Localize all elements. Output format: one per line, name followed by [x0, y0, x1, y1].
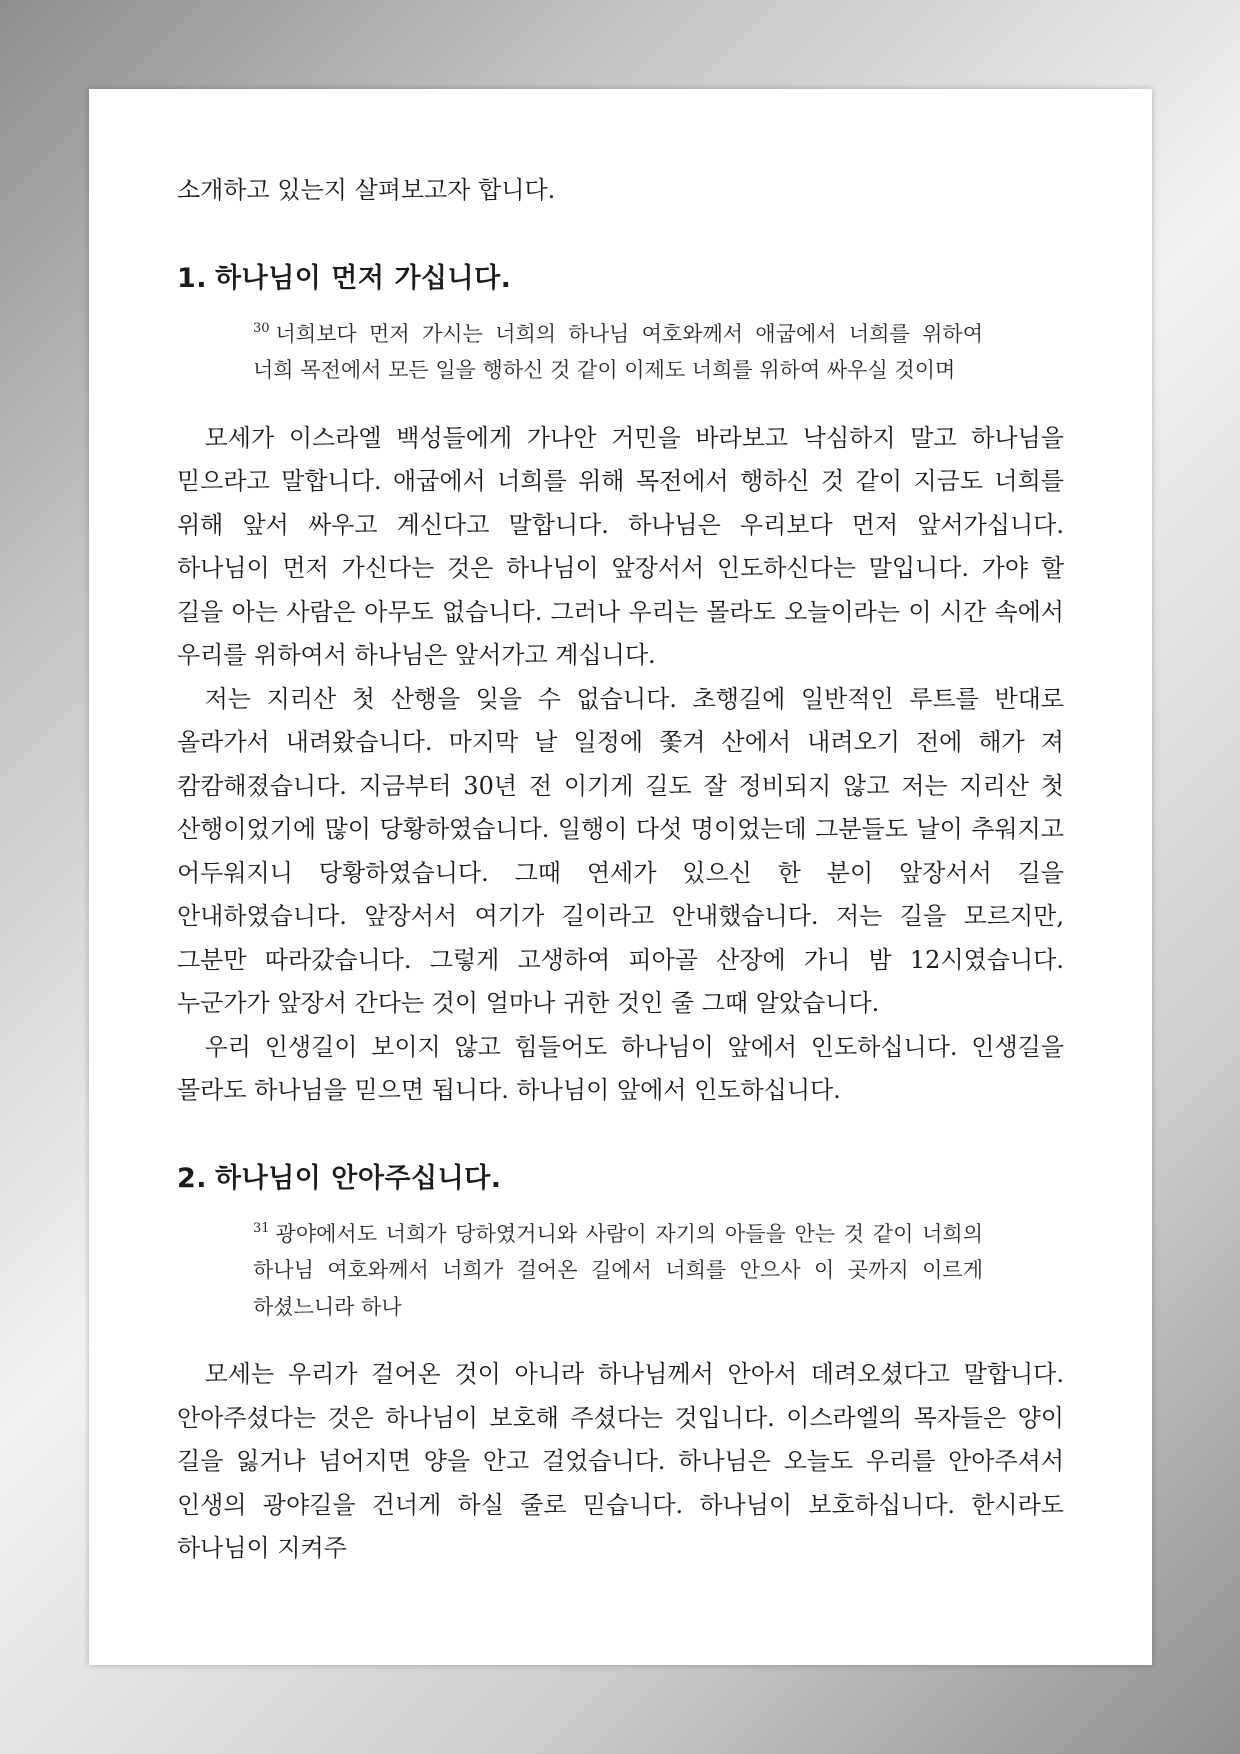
section-number: 1. — [177, 262, 208, 294]
paragraph: 모세가 이스라엘 백성들에게 가나안 거민을 바라보고 낙심하지 말고 하나님을 믿으라고 말합니다. 애굽에서 너희를 위해 목전에서 행하신 것 같이 지금도 너희를 위해 앞서 싸우고 계신다고 말합니다. 하나님은 우리보다 먼저 앞서가십니다. 하나님이 먼저 가신다는 것은 하나님이 앞장서서 인도하신다는 말입니다. 가야 할 길을 아는 사람은 아무도 없습니다. 그러나 우리는 몰라도 오늘이라는 이 시간 속에서 우리를 위하여서 하나님은 앞서가고 계십니다. — [177, 423, 1064, 669]
section-title: 하나님이 안아주십니다. — [215, 1162, 502, 1194]
section-title: 하나님이 먼저 가십니다. — [215, 262, 512, 294]
scripture-quote-1 — [253, 311, 983, 389]
intro-line: 소개하고 있는지 살펴보고자 합니다. — [177, 176, 556, 204]
paragraph: 우리 인생길이 보이지 않고 힘들어도 하나님이 앞에서 인도하십니다. 인생길을 몰라도 하나님을 믿으면 됩니다. 하나님이 앞에서 인도하십니다. — [177, 1032, 1064, 1104]
section-heading-1 — [177, 259, 1064, 299]
verse-number: 30 — [253, 320, 270, 336]
verse-text: 너희보다 먼저 가시는 너희의 하나님 여호와께서 애굽에서 너희를 위하여 너희 목전에서 모든 일을 행하신 것 같이 이제도 너희를 위하여 싸우실 것이며 — [253, 321, 983, 382]
page-content — [177, 169, 1064, 1571]
section-number: 2. — [177, 1162, 208, 1194]
verse-text: 광야에서도 너희가 당하였거니와 사람이 자기의 아들을 안는 것 같이 너희의 하나님 여호와께서 너희가 걸어온 길에서 너희를 안으사 이 곳까지 이르게 하셨느니라 하나 — [253, 1221, 983, 1319]
document-page — [89, 89, 1152, 1665]
verse-number: 31 — [253, 1220, 270, 1236]
section-heading-2 — [177, 1159, 1064, 1199]
paragraph: 저는 지리산 첫 산행을 잊을 수 없습니다. 초행길에 일반적인 루트를 반대로 올라가서 내려왔습니다. 마지막 날 일정에 쫓겨 산에서 내려오기 전에 해가 져 캄캄해졌습니다. 지금부터 30년 전 이기게 길도 잘 정비되지 않고 저는 지리산 첫 산행이었기에 많이 당황하였습니다. 일행이 다섯 명이었는데 그분들도 날이 추워지고 어두워지니 당황하였습니다. 그때 연세가 있으신 한 분이 앞장서서 길을 안내하였습니다. 앞장서서 여기가 길이라고 안내했습니다. 저는 길을 모르지만, 그분만 따라갔습니다. 그렇게 고생하여 피아골 산장에 가니 밤 12시였습니다. 누군가가 앞장서 간다는 것이 얼마나 귀한 것인 줄 그때 알았습니다. — [177, 684, 1064, 1017]
paragraph: 모세는 우리가 걸어온 것이 아니라 하나님께서 안아서 데려오셨다고 말합니다. 안아주셨다는 것은 하나님이 보호해 주셨다는 것입니다. 이스라엘의 목자들은 양이 길을 잃거나 넘어지면 양을 안고 걸었습니다. 하나님은 오늘도 우리를 안아주셔서 인생의 광야길을 건너게 하실 줄로 믿습니다. 하나님이 보호하십니다. 한시라도 하나님이 지켜주 — [177, 1360, 1064, 1562]
scripture-quote-2 — [253, 1211, 983, 1326]
